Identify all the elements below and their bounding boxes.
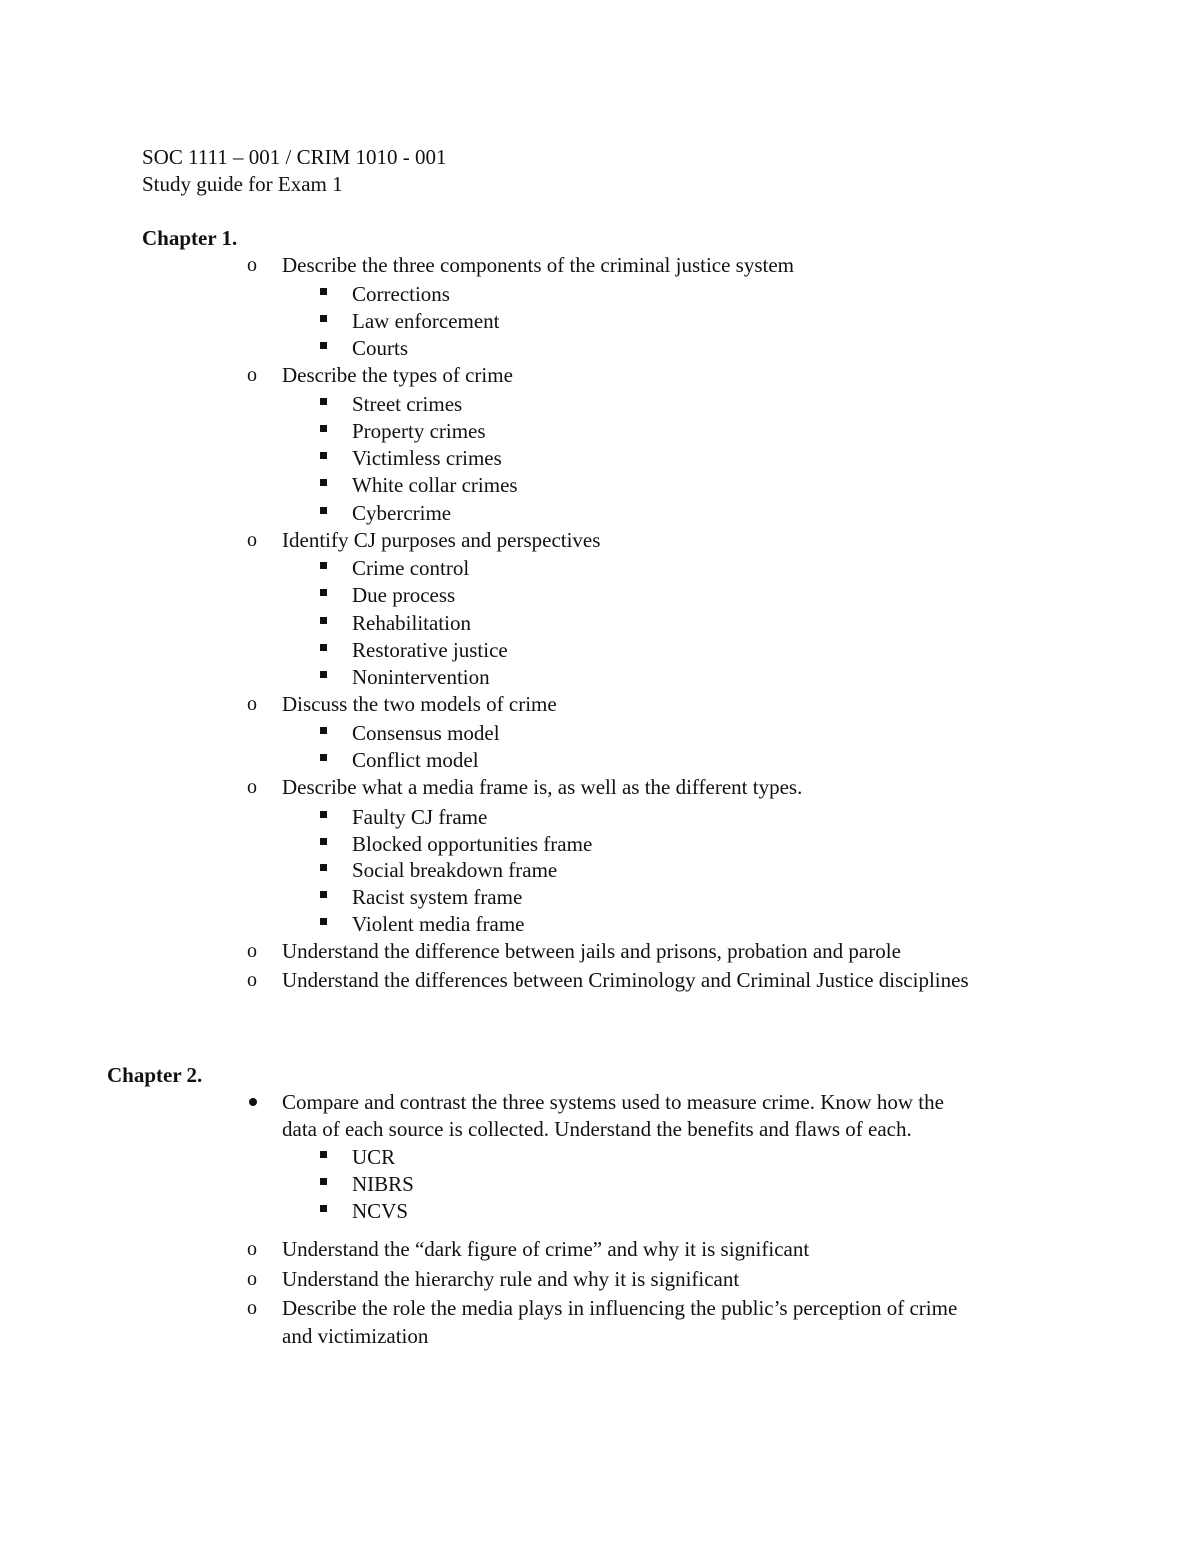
list-subitem: Blocked opportunities frame — [352, 832, 593, 856]
chapter-1-heading: Chapter 1. — [142, 226, 238, 250]
list-item: Understand the “dark figure of crime” and why it is significant — [282, 1237, 810, 1261]
hollow-bullet-icon: o — [247, 254, 257, 276]
square-bullet-icon — [320, 589, 327, 596]
hollow-bullet-icon: o — [247, 1297, 257, 1319]
list-subitem: White collar crimes — [352, 473, 518, 497]
square-bullet-icon — [320, 891, 327, 898]
guide-subtitle: Study guide for Exam 1 — [142, 172, 343, 196]
hollow-bullet-icon: o — [247, 1238, 257, 1260]
list-subitem: Due process — [352, 583, 456, 607]
list-item: Describe the types of crime — [282, 363, 513, 387]
hollow-bullet-icon: o — [247, 364, 257, 386]
list-subitem: Victimless crimes — [352, 446, 502, 470]
hollow-bullet-icon: o — [247, 693, 257, 715]
square-bullet-icon — [320, 507, 327, 514]
list-subitem: Nonintervention — [352, 665, 490, 689]
square-bullet-icon — [320, 617, 327, 624]
list-subitem: Racist system frame — [352, 885, 523, 909]
list-item: Describe the role the media plays in influencing the public’s perception of crime — [282, 1296, 958, 1320]
list-subitem: Social breakdown frame — [352, 858, 558, 882]
square-bullet-icon — [320, 754, 327, 761]
square-bullet-icon — [320, 1151, 327, 1158]
square-bullet-icon — [320, 1205, 327, 1212]
list-subitem: Street crimes — [352, 392, 463, 416]
square-bullet-icon — [320, 644, 327, 651]
square-bullet-icon — [320, 425, 327, 432]
square-bullet-icon — [320, 918, 327, 925]
list-item: Describe the three components of the criminal justice system — [282, 253, 795, 277]
list-item-continuation: and victimization — [282, 1324, 429, 1348]
square-bullet-icon — [320, 864, 327, 871]
square-bullet-icon — [320, 315, 327, 322]
list-subitem: Corrections — [352, 282, 450, 306]
list-subitem: Rehabilitation — [352, 611, 471, 635]
list-item: Understand the hierarchy rule and why it is significant — [282, 1267, 740, 1291]
list-item-continuation: data of each source is collected. Understand the benefits and flaws of each. — [282, 1117, 912, 1141]
square-bullet-icon — [320, 452, 327, 459]
list-subitem: UCR — [352, 1145, 396, 1169]
list-item: Understand the differences between Criminology and Criminal Justice disciplines — [282, 968, 969, 992]
hollow-bullet-icon: o — [247, 969, 257, 991]
square-bullet-icon — [320, 479, 327, 486]
list-subitem: NCVS — [352, 1199, 409, 1223]
square-bullet-icon — [320, 671, 327, 678]
hollow-bullet-icon: o — [247, 940, 257, 962]
list-subitem: Faulty CJ frame — [352, 805, 488, 829]
list-item: Compare and contrast the three systems used to measure crime. Know how the — [282, 1090, 944, 1114]
square-bullet-icon — [320, 727, 327, 734]
square-bullet-icon — [320, 838, 327, 845]
course-title: SOC 1111 – 001 / CRIM 1010 - 001 — [142, 145, 447, 169]
square-bullet-icon — [320, 562, 327, 569]
hollow-bullet-icon: o — [247, 1268, 257, 1290]
list-subitem: Law enforcement — [352, 309, 500, 333]
list-subitem: Consensus model — [352, 721, 500, 745]
list-subitem: Courts — [352, 336, 409, 360]
list-item: Identify CJ purposes and perspectives — [282, 528, 601, 552]
square-bullet-icon — [320, 342, 327, 349]
list-subitem: Restorative justice — [352, 638, 508, 662]
square-bullet-icon — [320, 288, 327, 295]
hollow-bullet-icon: o — [247, 529, 257, 551]
square-bullet-icon — [320, 1178, 327, 1185]
list-item: Understand the difference between jails and prisons, probation and parole — [282, 939, 901, 963]
list-subitem: Cybercrime — [352, 501, 452, 525]
square-bullet-icon — [320, 811, 327, 818]
chapter-2-heading: Chapter 2. — [107, 1063, 203, 1087]
square-bullet-icon — [320, 398, 327, 405]
list-item: Describe what a media frame is, as well as the different types. — [282, 775, 803, 799]
hollow-bullet-icon: o — [247, 776, 257, 798]
list-subitem: Violent media frame — [352, 912, 525, 936]
filled-bullet-icon — [249, 1098, 257, 1106]
list-subitem: NIBRS — [352, 1172, 414, 1196]
list-item: Discuss the two models of crime — [282, 692, 557, 716]
list-subitem: Crime control — [352, 556, 470, 580]
list-subitem: Conflict model — [352, 748, 479, 772]
list-subitem: Property crimes — [352, 419, 486, 443]
